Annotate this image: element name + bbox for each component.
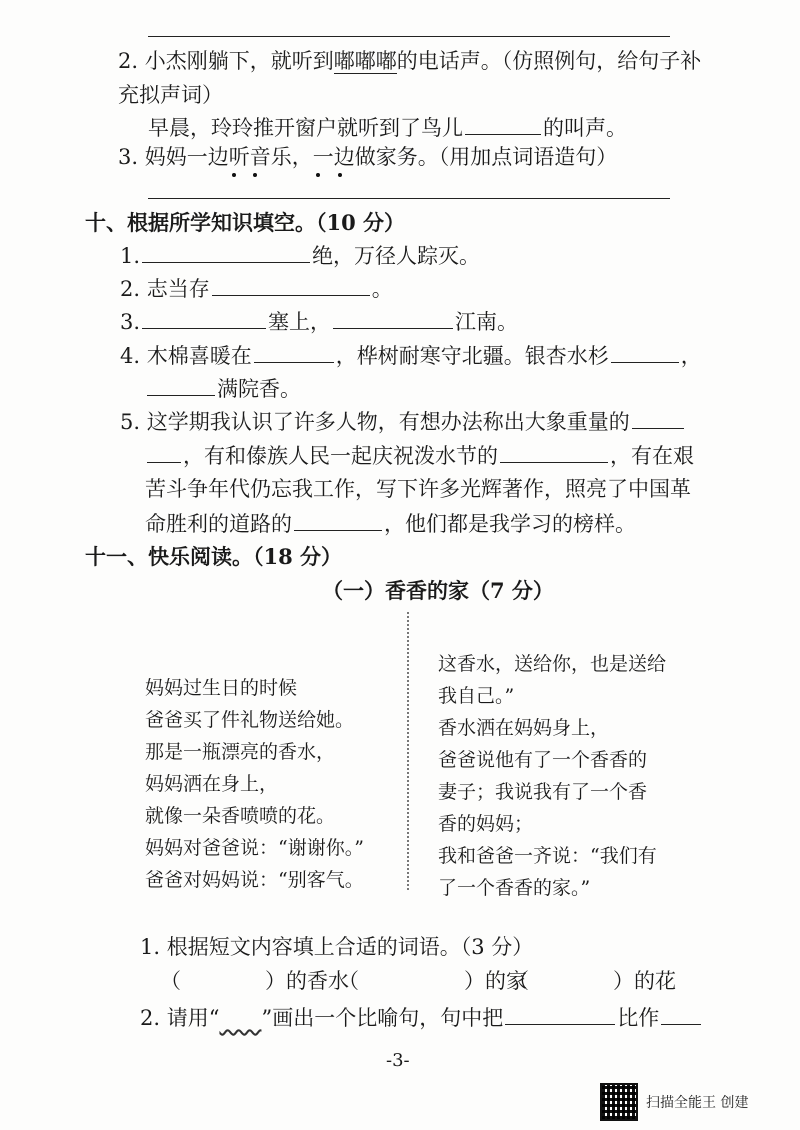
poem-line: 这香水，送给你，也是送给 xyxy=(438,653,667,675)
poem-line: 妈妈对爸爸说：“谢谢你。” xyxy=(145,837,364,859)
answer-blank[interactable] xyxy=(632,406,684,429)
answer-blank[interactable] xyxy=(611,340,679,363)
scanner-watermark xyxy=(600,1083,748,1121)
reading-q1-blank-c[interactable]: （ ）的花 xyxy=(508,969,676,993)
reading-question-1: 1. 根据短文内容填上合适的词语。（3 分） xyxy=(140,935,534,959)
emphasis-dot xyxy=(338,173,342,177)
reading-q1-blank-b[interactable]: （ ）的家 xyxy=(338,969,527,993)
fill-item-4: 4. 木棉喜暖在 ，桦树耐寒守北疆。银杏水杉 ， xyxy=(120,340,702,371)
wavy-line-mark xyxy=(219,1006,261,1030)
answer-blank[interactable] xyxy=(142,240,310,263)
emphasis-dot xyxy=(316,173,320,177)
fill-item-3: 3. 塞上， 江南。 xyxy=(120,306,518,337)
poem-line: 香的妈妈； xyxy=(438,813,534,835)
question-3: 3. 妈妈一边听音乐，一边做家务。（用加点词语造句） xyxy=(118,145,618,169)
poem-line: 了一个香香的家。” xyxy=(438,877,591,899)
answer-blank[interactable] xyxy=(505,1002,615,1025)
answer-blank[interactable] xyxy=(254,340,334,363)
poem-line: 妻子；我说我有了一个香 xyxy=(438,781,648,803)
fill-item-5-line1: 5. 这学期我认识了许多人物，有想办法称出大象重量的 xyxy=(120,406,686,437)
answer-blank[interactable] xyxy=(661,1002,701,1025)
onomatopoeia-example: 嘟嘟嘟 xyxy=(333,49,397,73)
section-10-heading: 十、根据所学知识填空。（10 分） xyxy=(85,210,406,235)
answer-line xyxy=(148,36,670,37)
emphasis-dot xyxy=(232,173,236,177)
fill-item-5-line4: 命胜利的道路的 ，他们都是我学习的榜样。 xyxy=(145,508,636,539)
emphasis-dot xyxy=(253,173,257,177)
answer-blank[interactable] xyxy=(212,273,370,296)
answer-blank[interactable] xyxy=(333,306,453,329)
poem-line: 爸爸对妈妈说：“别客气。 xyxy=(145,869,364,891)
poem-line: 就像一朵香喷喷的花。 xyxy=(145,805,336,827)
section-11-heading: 十一、快乐阅读。（18 分） xyxy=(85,544,343,569)
fill-item-5-line2: ，有和傣族人民一起庆祝泼水节的 ，有在艰 xyxy=(145,440,694,471)
question-2-answer: 早晨，玲玲推开窗户就听到了鸟儿 的叫声。 xyxy=(148,112,627,143)
poem-line: 妈妈洒在身上， xyxy=(145,773,279,795)
answer-blank[interactable] xyxy=(465,112,541,135)
answer-line[interactable] xyxy=(148,198,670,199)
poem-line: 香水洒在妈妈身上， xyxy=(438,717,610,739)
fill-item-2: 2. 志当存 。 xyxy=(120,273,393,304)
column-divider xyxy=(407,612,409,890)
answer-blank[interactable] xyxy=(294,508,382,531)
fill-item-1: 1. 绝，万径人踪灭。 xyxy=(120,240,480,271)
poem-line: 我自己。” xyxy=(438,685,515,707)
answer-blank[interactable] xyxy=(147,440,181,463)
fill-item-5-line3: 苦斗争年代仍忘我工作，写下许多光辉著作，照亮了中国革 xyxy=(145,477,691,501)
question-2-line2: 充拟声词） xyxy=(118,83,223,107)
answer-blank[interactable] xyxy=(147,373,215,396)
poem-right-column xyxy=(438,648,666,904)
reading-question-2: 2. 请用“ ”画出一个比喻句，句中把 比作 xyxy=(140,1002,703,1033)
page-number: -3- xyxy=(386,1050,410,1071)
answer-blank[interactable] xyxy=(500,440,608,463)
qr-code-icon xyxy=(600,1083,638,1121)
poem-line: 爸爸说他有了一个香香的 xyxy=(438,749,648,771)
poem-left-column xyxy=(145,672,364,896)
question-2-line1: 2. 小杰刚躺下，就听到嘟嘟嘟的电话声。（仿照例句，给句子补 xyxy=(118,49,702,73)
poem-line: 我和爸爸一齐说：“我们有 xyxy=(438,845,657,867)
reading-q1-blank-a[interactable]: （ ）的香水 xyxy=(160,969,349,993)
reading-subheading: （一）香香的家（7 分） xyxy=(322,578,554,603)
scanner-brand-text: 扫描全能王 创建 xyxy=(646,1095,749,1111)
answer-blank[interactable] xyxy=(142,306,266,329)
fill-item-4-cont: 满院香。 xyxy=(145,373,301,404)
poem-line: 那是一瓶漂亮的香水， xyxy=(145,741,336,763)
poem-line: 妈妈过生日的时候 xyxy=(145,677,298,699)
poem-line: 爸爸买了件礼物送给她。 xyxy=(145,709,355,731)
